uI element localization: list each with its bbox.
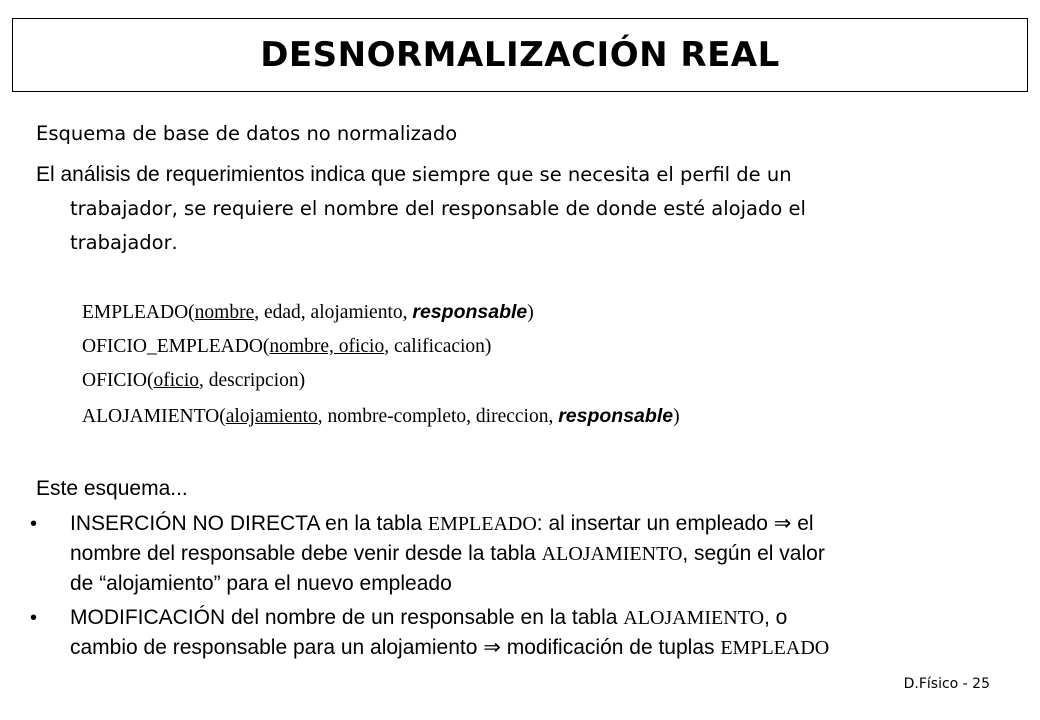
bullet-1-line-2 (70, 539, 1020, 569)
schema-alojamiento-fk: responsable (558, 405, 674, 427)
bullet-2-table-empleado: EMPLEADO (720, 637, 830, 659)
bullet-2-text-a: MODIFICACIÓN del nombre de un responsable en la tabla (70, 606, 624, 629)
bullet-1-table-alojamiento: ALOJAMIENTO (541, 543, 683, 565)
schema-alojamiento (82, 402, 680, 431)
schema-empleado-key: nombre (194, 302, 255, 323)
slide-title: DESNORMALIZACIÓN REAL (260, 35, 780, 75)
schema-oficio-empleado (82, 333, 491, 361)
schema-oficio (82, 367, 305, 395)
bullet-dot-icon: • (30, 513, 38, 535)
bullet-2-text-d: modificación de tuplas (500, 636, 721, 659)
bullet-2-text-c: cambio de responsable para un alojamiento (70, 636, 484, 659)
schema-alojamiento-attrs: , nombre-completo, direccion, (317, 406, 559, 427)
analysis-line-1 (36, 160, 1016, 190)
bullet-1-table-empleado: EMPLEADO (427, 513, 537, 535)
bullet-1-text-b: : al insertar un empleado (536, 512, 774, 535)
schema-oficio-attrs: , descripcion) (198, 370, 306, 391)
bullet-text-insercion (70, 509, 1020, 598)
schema-alojamiento-key: alojamiento (225, 406, 318, 427)
bullet-text-modificacion (70, 603, 1020, 663)
analysis-line-3 (36, 228, 1040, 258)
schema-empleado (82, 298, 534, 327)
schema-alojamiento-name: ALOJAMIENTO( (82, 406, 226, 427)
bullet-1-text-a: INSERCIÓN NO DIRECTA en la tabla (70, 512, 428, 535)
bullet-1-line-3: de “alojamiento” para el nuevo empleado (70, 572, 452, 595)
heading-line: Esquema de base de datos no normalizado (36, 122, 458, 145)
bullet-2-text-b: , o (764, 606, 788, 629)
bullet-2-line-1 (70, 603, 1020, 633)
schema-oficio-name: OFICIO( (82, 370, 154, 391)
bullet-1-text-e: , según el valor (682, 542, 825, 565)
analysis-emphasis: siempre que se necesita el perfil de un (411, 163, 792, 186)
schema-oficio-empleado-attrs: , calificacion) (384, 336, 492, 357)
analysis-line-2: trabajador, se requiere el nombre del responsable de donde esté alojado el (70, 197, 806, 220)
bullet-1-line-1 (70, 509, 1020, 539)
bullet-2-table-alojamiento: ALOJAMIENTO (623, 607, 765, 629)
schema-empleado-attrs: , edad, alojamiento, (254, 302, 413, 323)
schema-empleado-close: ) (527, 302, 534, 323)
bullet-1-text-d: nombre del responsable debe venir desde la tabla (70, 542, 542, 565)
schema-oficio-key: oficio (153, 370, 199, 391)
slide-footer: D.Físico - 25 (903, 676, 990, 692)
schema-oficio-empleado-key: nombre, oficio (269, 336, 385, 357)
title-box (12, 18, 1028, 92)
schema-alojamiento-close: ) (673, 406, 680, 427)
schema-empleado-name: EMPLEADO( (82, 302, 195, 323)
bullet-dot-icon: • (30, 607, 38, 629)
implies-arrow-icon: ⇒ (483, 636, 501, 659)
analysis-intro: El análisis de requerimientos indica que (36, 163, 412, 186)
schema-oficio-empleado-name: OFICIO_EMPLEADO( (82, 336, 270, 357)
analysis-line-3-text: trabajador (70, 231, 172, 254)
schema-empleado-fk: responsable (412, 301, 528, 323)
analysis-line-3-period: . (171, 231, 178, 254)
bullet-2-line-2 (70, 633, 1020, 663)
bullet-1-text-c: el (791, 512, 814, 535)
implies-arrow-icon: ⇒ (773, 512, 792, 535)
este-esquema: Este esquema... (36, 477, 188, 500)
